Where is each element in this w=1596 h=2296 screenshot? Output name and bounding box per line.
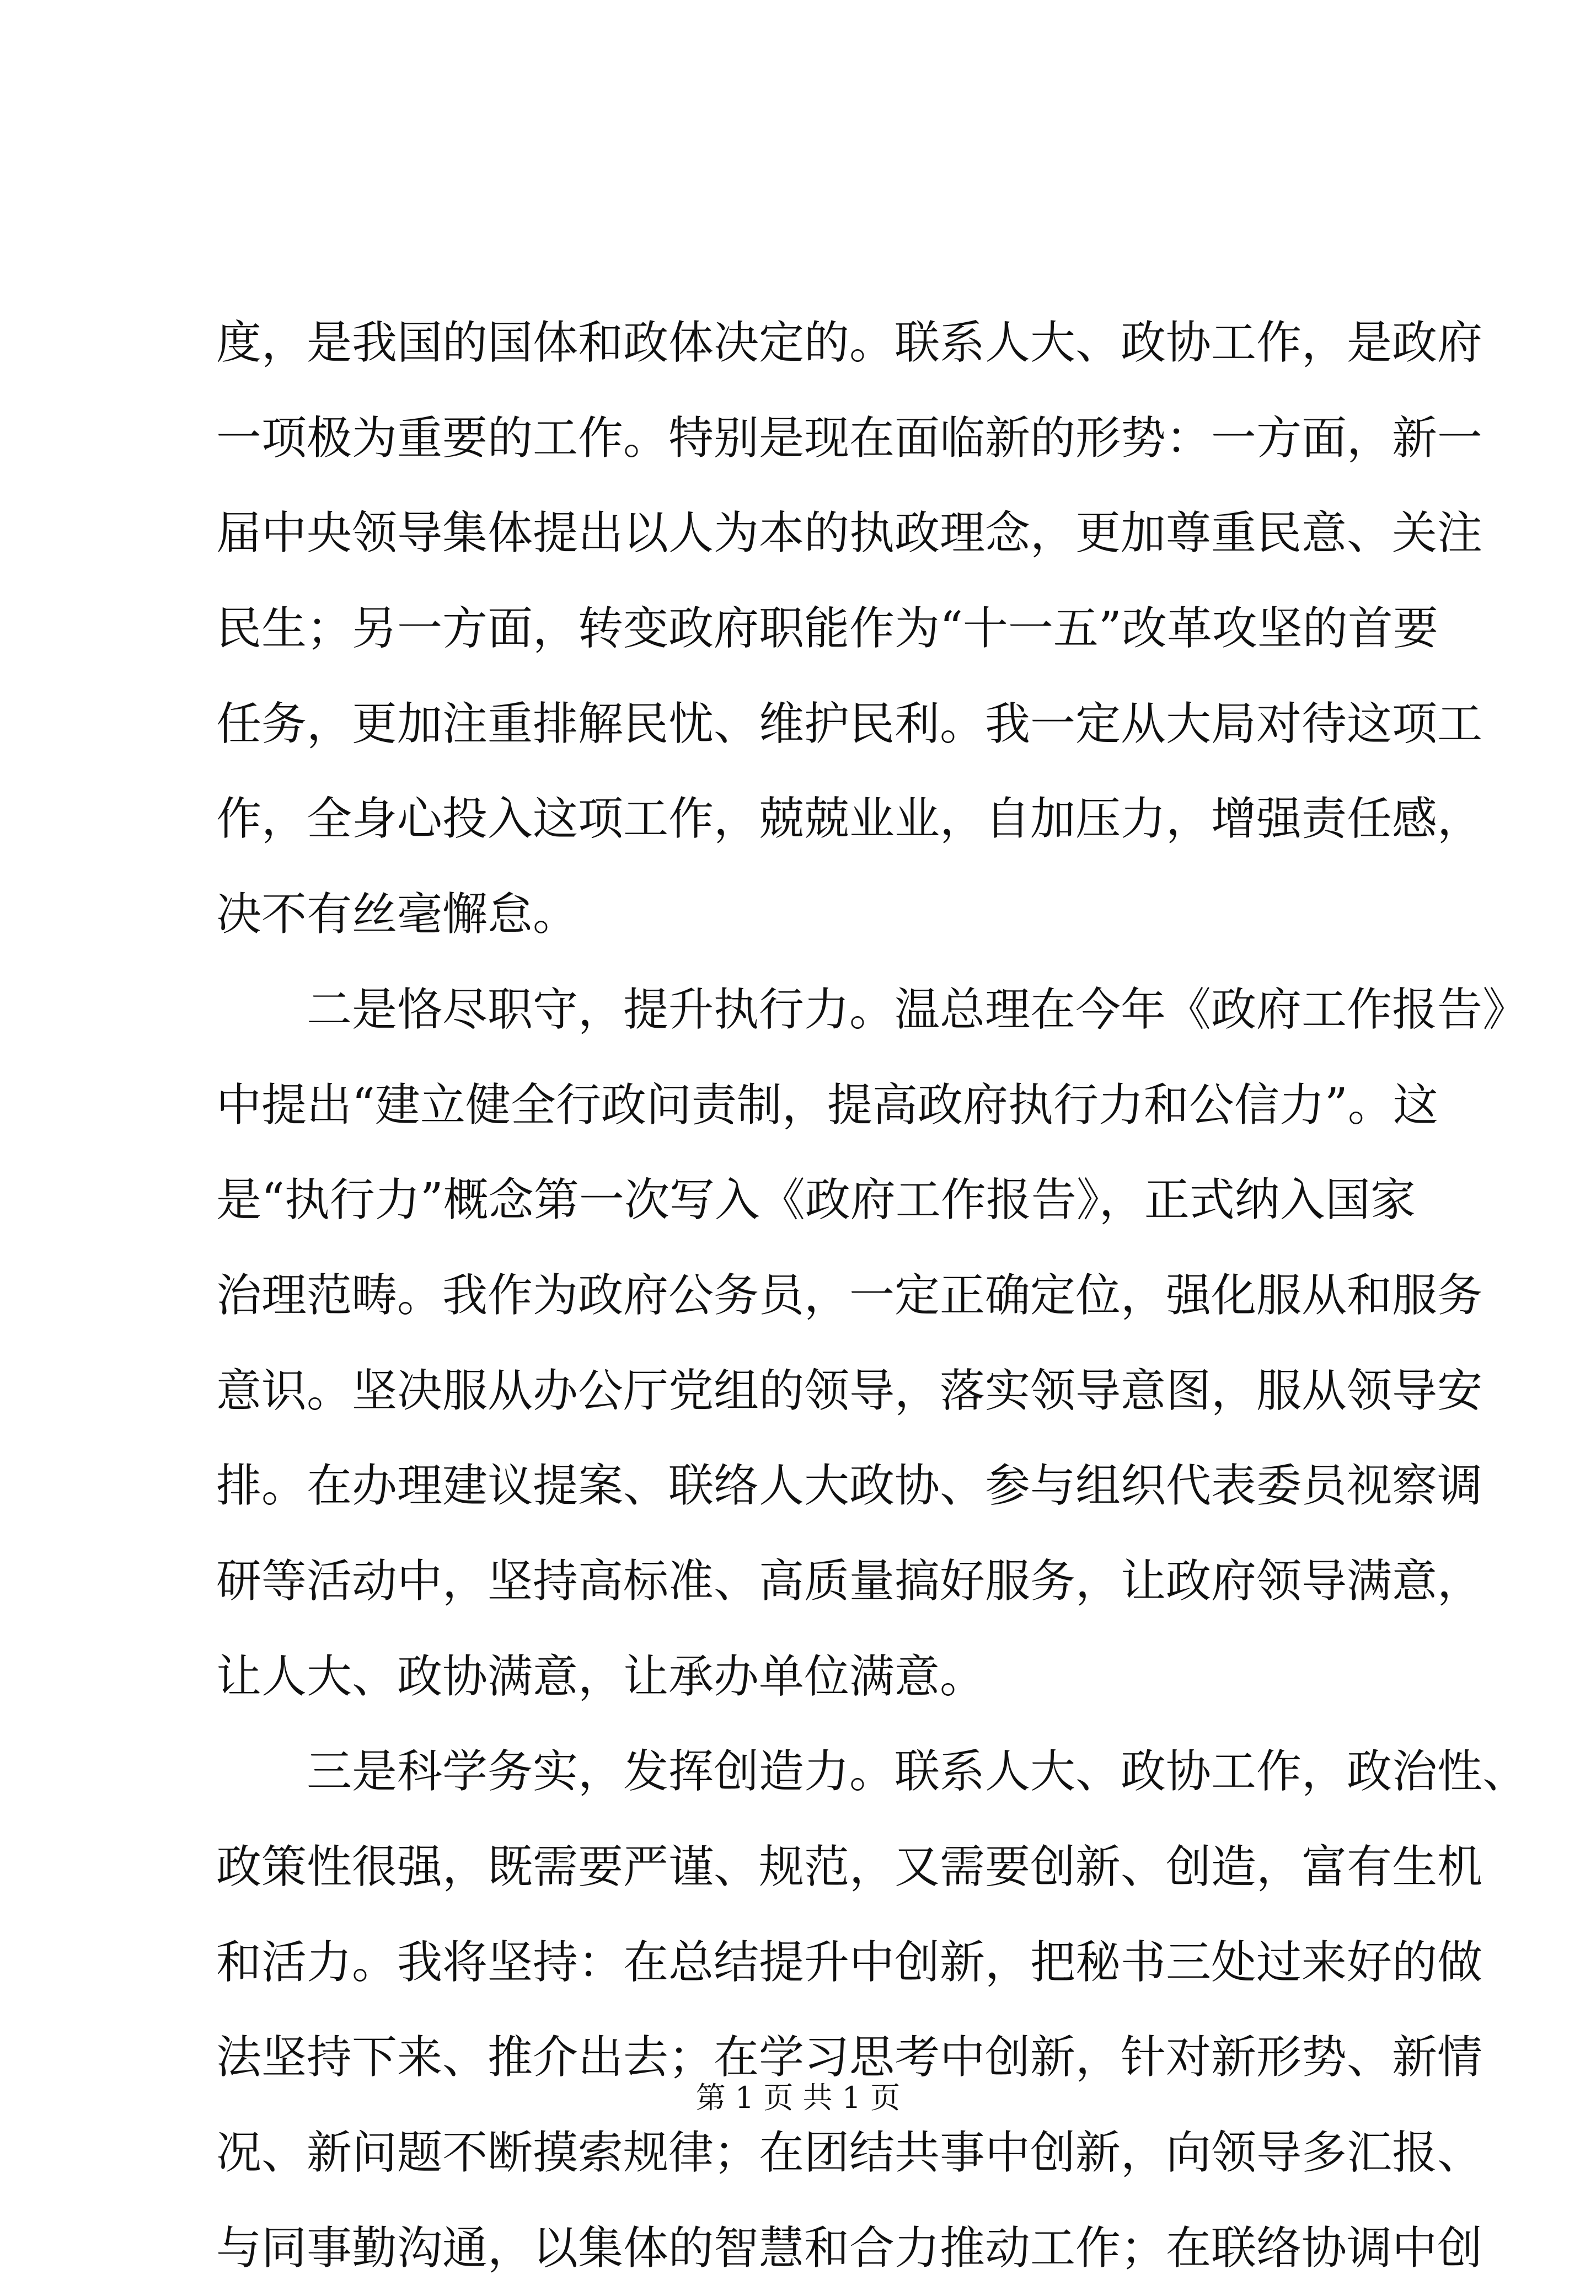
text-line: 民生；另一方面，转变政府职能作为“十一五”改革攻坚的首要 (216, 602, 1438, 655)
text-line: 意识。坚决服从办公厅党组的领导，落实领导意图，服从领导安 (216, 1364, 1483, 1417)
text-line: 与同事勤沟通，以集体的智慧和合力推动工作；在联络协调中创 (216, 2222, 1483, 2274)
text-line: 治理范畴。我作为政府公务员，一定正确定位，强化服从和服务 (216, 1269, 1483, 1322)
text-line: 中提出“建立健全行政问责制，提高政府执行力和公信力”。这 (216, 1078, 1438, 1131)
text-line: 一项极为重要的工作。特别是现在面临新的形势：一方面，新一 (216, 412, 1483, 464)
text-line: 况、新问题不断摸索规律；在团结共事中创新，向领导多汇报、 (216, 2127, 1483, 2180)
text-line: 法坚持下来、推介出去；在学习思考中创新，针对新形势、新情 (216, 2031, 1483, 2084)
text-line: 排。在办理建议提案、联络人大政协、参与组织代表委员视察调 (216, 1460, 1483, 1513)
page-footer: 第 1 页 共 1 页 (695, 2080, 901, 2115)
text-line: 决不有丝毫懈怠。 (216, 888, 579, 941)
text-line: 政策性很强，既需要严谨、规范，又需要创新、创造，富有生机 (216, 1841, 1483, 1893)
text-line: 是“执行力”概念第一次写入《政府工作报告》，正式纳入国家 (216, 1174, 1416, 1227)
text-line: 让人大、政协满意，让承办单位满意。 (216, 1650, 986, 1703)
paragraph-first-line: 三是科学务实，发挥创造力。联系人大、政协工作，政治性、 (307, 1745, 1528, 1798)
text-line: 届中央领导集体提出以人为本的执政理念，更加尊重民意、关注 (216, 507, 1483, 560)
text-line: 研等活动中，坚持高标准、高质量搞好服务，让政府领导满意， (216, 1555, 1483, 1608)
text-line: 度，是我国的国体和政体决定的。联系人大、政协工作，是政府 (216, 317, 1483, 369)
document-body (216, 296, 1528, 2296)
paragraph-first-line: 二是恪尽职守，提升执行力。温总理在今年《政府工作报告》 (307, 983, 1528, 1036)
text-line: 和活力。我将坚持：在总结提升中创新，把秘书三处过来好的做 (216, 1936, 1483, 1989)
text-line: 作，全身心投入这项工作，兢兢业业，自加压力，增强责任感， (216, 793, 1483, 846)
text-line: 任务，更加注重排解民忧、维护民利。我一定从大局对待这项工 (216, 697, 1483, 750)
